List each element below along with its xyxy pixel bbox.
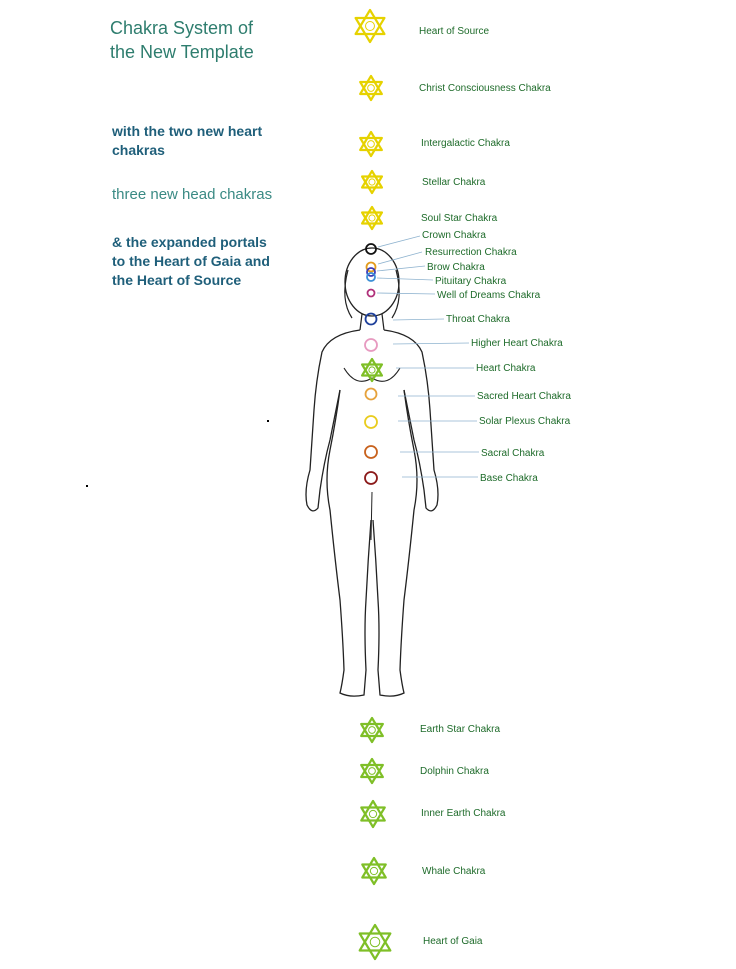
star-icon-earth-star-chakra [361,718,383,742]
note-portals-line-3: the Heart of Source [112,272,242,288]
leader-line-brow-chakra [377,266,425,271]
chakra-label-dolphin-chakra: Dolphin Chakra [420,766,489,777]
note-heart-line-1: with the two new heart [112,123,263,139]
star-icon-intergalactic-chakra [360,132,382,156]
leader-line-throat-chakra [393,319,444,320]
chakra-label-stellar-chakra: Stellar Chakra [422,177,486,188]
chakra-label-heart-of-gaia: Heart of Gaia [423,936,483,947]
ring-icon-throat-chakra [366,314,377,325]
chakra-label-crown-chakra: Crown Chakra [422,230,486,241]
chakra-label-earth-star-chakra: Earth Star Chakra [420,724,501,735]
star-icon-inner-earth-chakra [361,801,384,827]
title-line-2: the New Template [110,42,254,62]
chakra-label-resurrection-chakra: Resurrection Chakra [425,247,517,258]
star-icon-christ-consciousness-chakra [360,76,382,100]
star-icon-heart-chakra [362,359,382,381]
chakra-label-well-of-dreams-chakra: Well of Dreams Chakra [437,290,541,301]
star-icon-soul-star-chakra [362,207,382,229]
note-portals-line-1: & the expanded portals [112,234,267,250]
leader-line-pituitary-chakra [377,278,433,280]
chakra-label-whale-chakra: Whale Chakra [422,866,486,877]
leader-line-higher-heart-chakra [393,343,469,344]
leader-line-resurrection-chakra [378,252,422,264]
star-icon-dolphin-chakra [361,759,383,783]
chakra-label-pituitary-chakra: Pituitary Chakra [435,276,507,287]
chakra-label-sacred-heart-chakra: Sacred Heart Chakra [477,391,571,402]
chakra-label-brow-chakra: Brow Chakra [427,262,485,273]
title-line-1: Chakra System of [110,18,254,38]
star-icon-whale-chakra [362,858,385,884]
chakra-label-christ-consciousness-chakra: Christ Consciousness Chakra [419,83,551,94]
note-heart-line-2: chakras [112,142,165,158]
chakra-label-higher-heart-chakra: Higher Heart Chakra [471,338,563,349]
leader-line-well-of-dreams-chakra [377,293,435,294]
star-icon-stellar-chakra [362,171,382,193]
chakra-label-sacral-chakra: Sacral Chakra [481,448,545,459]
ring-icon-higher-heart-chakra [365,339,377,351]
note-portals-line-2: to the Heart of Gaia and [112,253,270,269]
chakra-label-heart-chakra: Heart Chakra [476,363,536,374]
ring-icon-sacral-chakra [365,446,377,458]
ring-icon-pituitary-chakra [367,273,375,281]
chakra-label-heart-of-source: Heart of Source [419,26,490,37]
note-head-chakras: three new head chakras [112,186,273,203]
ring-icon-solar-plexus-chakra [365,416,377,428]
leader-line-crown-chakra [378,236,420,247]
ring-icon-well-of-dreams-chakra [368,290,375,297]
star-icon-heart-of-source [356,10,385,42]
ring-icon-base-chakra [365,472,377,484]
chakra-label-soul-star-chakra: Soul Star Chakra [421,213,498,224]
ring-icon-sacred-heart-chakra [366,389,377,400]
chakra-label-base-chakra: Base Chakra [480,473,538,484]
chakra-label-solar-plexus-chakra: Solar Plexus Chakra [479,416,571,427]
chakra-label-inner-earth-chakra: Inner Earth Chakra [421,808,506,819]
chakra-label-intergalactic-chakra: Intergalactic Chakra [421,138,510,149]
ring-icon-crown-chakra [366,244,376,254]
star-icon-heart-of-gaia [360,925,391,959]
chakra-label-throat-chakra: Throat Chakra [446,314,510,325]
